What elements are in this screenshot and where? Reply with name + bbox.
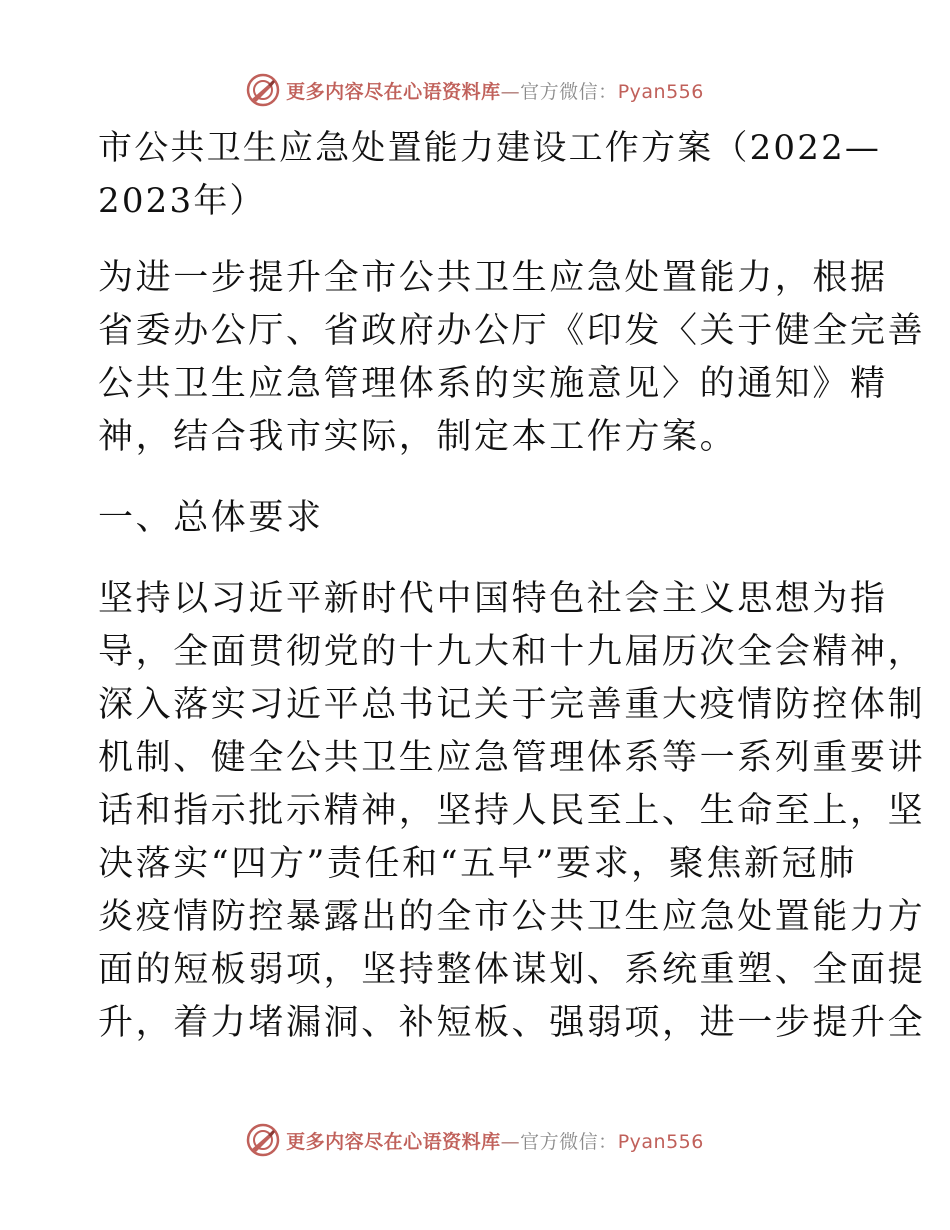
watermark-official-label: 官方微信： [520, 80, 618, 103]
document-title-line-2: 2023年） [98, 181, 266, 221]
watermark-dash: — [500, 1130, 521, 1153]
watermark-official-label: 官方微信： [520, 1130, 618, 1153]
intro-line: 公共卫生应急管理体系的实施意见〉的通知》精 [98, 364, 888, 404]
section-line: 炎疫情防控暴露出的全市公共卫生应急处置能力方 [98, 897, 926, 937]
intro-line: 省委办公厅、省政府办公厅《印发〈关于健全完善 [98, 311, 926, 351]
watermark-brand: 更多内容尽在心语资料库 [286, 80, 501, 103]
section-line: 面的短板弱项，坚持整体谋划、系统重塑、全面提 [98, 950, 926, 990]
section-line: 导，全面贯彻党的十九大和十九届历次全会精神， [98, 632, 926, 672]
section-line: 坚持以习近平新时代中国特色社会主义思想为指 [98, 579, 888, 619]
brand-logo-icon [246, 73, 280, 107]
section-heading: 一、总体要求 [98, 498, 324, 538]
document-body [98, 122, 926, 1050]
section-line: 话和指示批示精神，坚持人民至上、生命至上，坚 [98, 791, 926, 831]
section-line: 升，着力堵漏洞、补短板、强弱项，进一步提升全 [98, 1003, 926, 1043]
section-line: 深入落实习近平总书记关于完善重大疫情防控体制 [98, 685, 926, 725]
header-watermark [0, 70, 950, 110]
intro-paragraph [98, 252, 926, 464]
watermark-text [286, 77, 704, 104]
section-paragraph [98, 573, 926, 1050]
watermark-wechat-id: Pyan556 [617, 1130, 704, 1153]
watermark-wechat-id: Pyan556 [617, 80, 704, 103]
brand-logo-icon [246, 1123, 280, 1157]
intro-line: 神，结合我市实际，制定本工作方案。 [98, 417, 738, 457]
watermark-text [286, 1127, 704, 1154]
intro-line: 为进一步提升全市公共卫生应急处置能力，根据 [98, 258, 888, 298]
section-line: 决落实“四方”责任和“五早”要求，聚焦新冠肺 [98, 844, 857, 884]
section-line: 机制、健全公共卫生应急管理体系等一系列重要讲 [98, 738, 926, 778]
watermark-brand: 更多内容尽在心语资料库 [286, 1130, 501, 1153]
document-title-line-1: 市公共卫生应急处置能力建设工作方案（2022— [98, 128, 882, 168]
footer-watermark [0, 1120, 950, 1160]
watermark-dash: — [500, 80, 521, 103]
